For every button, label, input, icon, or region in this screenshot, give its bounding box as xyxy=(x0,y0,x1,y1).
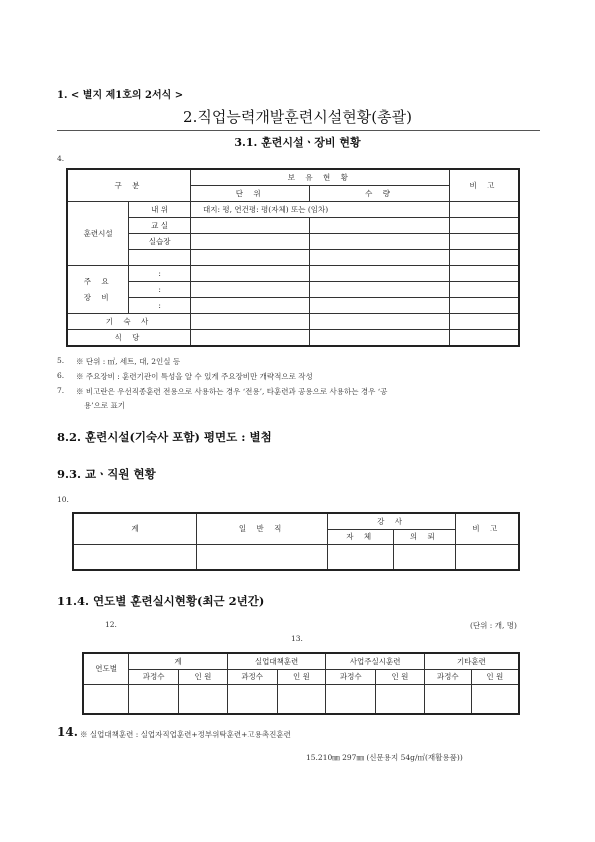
cell-empty xyxy=(190,330,309,347)
row-silseupjang-label: 실습장 xyxy=(129,234,191,250)
equipment-label-top: 주 요 xyxy=(83,277,113,286)
training-table xyxy=(82,652,520,715)
cell-empty xyxy=(424,685,471,715)
header-gita: 기타훈련 xyxy=(424,653,519,669)
unit-label: (단위 : 개, 명) xyxy=(470,621,517,630)
row-gisuksa-label: 기 숙 사 xyxy=(67,314,190,330)
header-bigo-2: 비 고 xyxy=(455,513,519,545)
equip-colon-2: : xyxy=(129,282,191,298)
footer-note: ※ 실업대책훈련 : 실업자직업훈련+정부위탁훈련+고용촉진훈련 xyxy=(80,730,291,739)
cell-empty xyxy=(190,314,309,330)
title-rule xyxy=(57,130,540,131)
cell-empty xyxy=(310,250,449,266)
header-saeop: 사업주실시훈련 xyxy=(326,653,425,669)
cell-empty xyxy=(190,282,309,298)
cell-empty xyxy=(277,685,326,715)
cell-empty xyxy=(310,298,449,314)
row-gyosil-label: 교 실 xyxy=(129,218,191,234)
header-boyu: 보 유 현 황 xyxy=(190,169,449,186)
cell-empty xyxy=(310,330,449,347)
cell-empty xyxy=(449,202,519,218)
cell-empty xyxy=(449,234,519,250)
cell-empty xyxy=(310,234,449,250)
paper-spec: 15.210㎜ 297㎜ (신문용지 54g/㎡(재활용품)) xyxy=(306,753,463,762)
cell-empty xyxy=(83,685,129,715)
section-floorplan: 8.2. 훈련시설(기숙사 포함) 평면도 : 별첨 xyxy=(57,430,272,444)
facility-equipment-table xyxy=(66,168,520,347)
cell-empty xyxy=(449,282,519,298)
cell-empty xyxy=(310,266,449,282)
cell-empty xyxy=(190,250,309,266)
cell-empty xyxy=(376,685,425,715)
row-naewi-label: 내 위 xyxy=(129,202,191,218)
cell-empty xyxy=(310,314,449,330)
cell-empty xyxy=(310,218,449,234)
cell-empty xyxy=(179,685,228,715)
marker-12: 12. xyxy=(105,620,117,629)
header-danwi: 단 위 xyxy=(190,186,309,202)
staff-table xyxy=(72,512,520,571)
cell-empty xyxy=(190,266,309,282)
header-gangsa: 강 사 xyxy=(328,513,455,529)
cell-empty xyxy=(129,685,179,715)
cell-empty xyxy=(326,685,376,715)
subheader-inwon: 인 원 xyxy=(471,669,519,685)
header-jache: 자 체 xyxy=(328,529,394,545)
appendix-label: 1. < 별지 제1호의 2서식 > xyxy=(57,90,184,101)
note-num-7: 7. xyxy=(57,386,65,395)
cell-empty xyxy=(449,218,519,234)
equip-colon-3: : xyxy=(129,298,191,314)
note-text-5: ※ 단위 : ㎡, 세트, 대, 2인실 등 xyxy=(76,357,181,366)
page-title: 2.직업능력개발훈련시설현황(총괄) xyxy=(183,108,412,126)
header-gye: 계 xyxy=(73,513,196,545)
cell-empty xyxy=(310,282,449,298)
section-subtitle: 3.1. 훈련시설ㆍ장비 현황 xyxy=(234,136,361,149)
header-yeondo: 연도별 xyxy=(83,653,129,685)
cell-empty xyxy=(449,250,519,266)
header-uirae: 의 뢰 xyxy=(394,529,456,545)
cell-empty xyxy=(227,685,277,715)
cell-empty xyxy=(449,314,519,330)
cell-empty xyxy=(449,298,519,314)
cell-empty xyxy=(73,545,196,571)
row-equipment-label xyxy=(67,266,129,314)
section-staff: 9.3. 교ㆍ직원 현황 xyxy=(57,467,156,481)
subheader-gwajeongsu: 과정수 xyxy=(326,669,376,685)
cell-empty xyxy=(190,218,309,234)
marker-14: 14. xyxy=(57,725,78,739)
header-gye-3: 계 xyxy=(129,653,228,669)
subheader-inwon: 인 원 xyxy=(277,669,326,685)
row-naewi-value: 대지: 평, 연건평: 평(자체) 또는 (임차) xyxy=(190,202,449,218)
equip-colon-1: : xyxy=(129,266,191,282)
section-training: 11.4. 연도별 훈련실시현황(최근 2년간) xyxy=(57,594,265,608)
cell-empty xyxy=(394,545,456,571)
marker-10: 10. xyxy=(57,495,69,504)
cell-empty xyxy=(196,545,327,571)
header-gubun: 구 분 xyxy=(67,169,190,202)
cell-empty xyxy=(328,545,394,571)
cell-empty xyxy=(449,330,519,347)
cell-empty xyxy=(449,266,519,282)
equipment-label-bottom: 장 비 xyxy=(83,292,113,302)
row-facility-label: 훈련시설 xyxy=(67,202,129,266)
header-bigo: 비 고 xyxy=(449,169,519,202)
header-ilbanjik: 일 반 직 xyxy=(196,513,327,545)
row-sikdang-label: 식 당 xyxy=(67,330,190,347)
marker-13: 13. xyxy=(291,634,303,643)
header-silup: 실업대책훈련 xyxy=(227,653,326,669)
note-text-7-cont: 용’으로 표기 xyxy=(84,401,125,410)
subheader-inwon: 인 원 xyxy=(179,669,228,685)
subheader-gwajeongsu: 과정수 xyxy=(227,669,277,685)
subheader-inwon: 인 원 xyxy=(376,669,425,685)
marker-4: 4. xyxy=(57,154,65,163)
header-suryang: 수 량 xyxy=(310,186,449,202)
cell-empty xyxy=(471,685,519,715)
note-text-7: ※ 비고란은 우선직종훈련 전용으로 사용하는 경우 ‘전용’, 타훈련과 공용으로 사용하는 경우 ‘공 xyxy=(76,387,388,396)
note-num-6: 6. xyxy=(57,371,65,380)
subheader-gwajeongsu: 과정수 xyxy=(424,669,471,685)
cell-empty xyxy=(455,545,519,571)
subheader-gwajeongsu: 과정수 xyxy=(129,669,179,685)
cell-empty xyxy=(129,250,191,266)
cell-empty xyxy=(190,234,309,250)
note-num-5: 5. xyxy=(57,356,65,365)
cell-empty xyxy=(190,298,309,314)
note-text-6: ※ 주요장비 : 훈련기관이 특성을 알 수 있게 주요장비만 개략적으로 작성 xyxy=(76,372,313,381)
